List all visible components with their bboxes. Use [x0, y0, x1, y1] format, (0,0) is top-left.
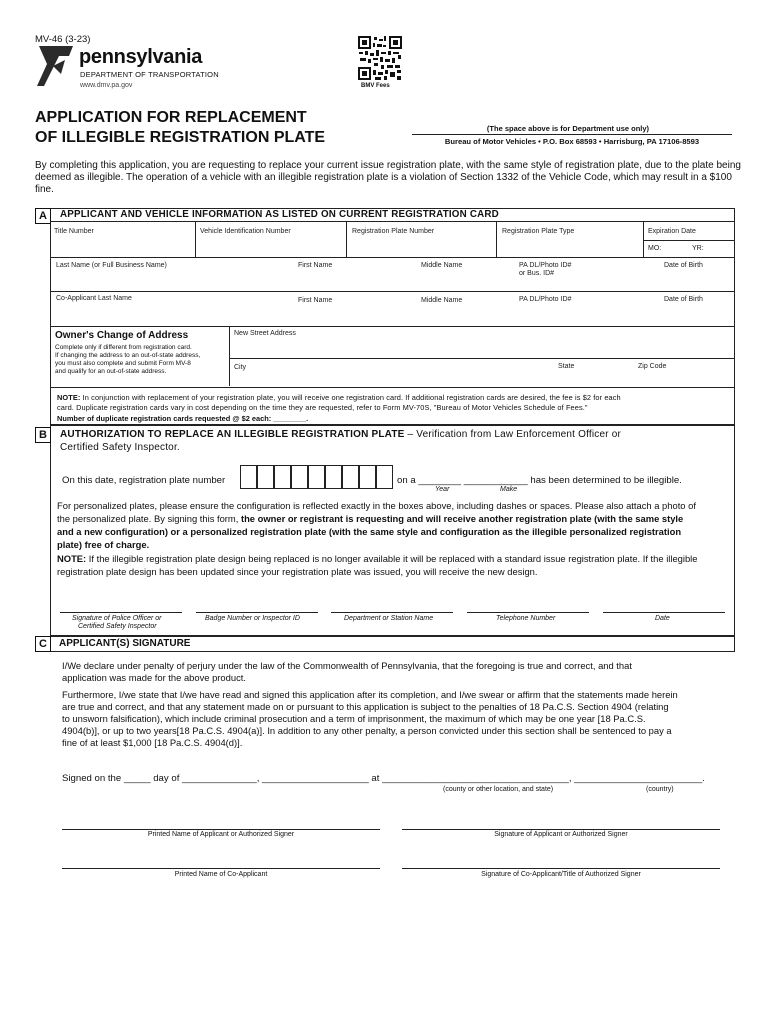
personalized-line-4: plate) free of charge.	[57, 539, 150, 550]
form-number: MV-46 (3-23)	[35, 34, 91, 45]
row2-bottom-rule	[50, 291, 735, 292]
station-label: Department or Station Name	[344, 615, 434, 622]
printed-co-label: Printed Name of Co-Applicant	[174, 871, 268, 878]
row1-divider-3	[496, 222, 497, 258]
plate-char-box[interactable]	[274, 465, 291, 489]
plate-char-box[interactable]	[376, 465, 393, 489]
personalized-line-2b: the owner or registrant is requesting and will receive another registration plate (with the same style	[240, 513, 684, 524]
row1-bottom-rule	[50, 257, 735, 258]
co-first-name-label: First Name	[298, 297, 333, 304]
section-b-note-text-1: If the illegible registration plate design being replaced is no longer available it will be replaced with a standard issue registration plate. If the illegible	[86, 553, 698, 564]
country-label: (country)	[646, 786, 674, 793]
qr-caption: BMV Fees	[361, 83, 390, 89]
plate-char-box[interactable]	[325, 465, 342, 489]
printed-applicant-label: Printed Name of Applicant or Authorized Signer	[147, 831, 295, 838]
officer-signature-label-1: Signature of Police Officer or	[72, 615, 162, 622]
agency-dept: DEPARTMENT OF TRANSPORTATION	[80, 70, 219, 79]
section-a-title: APPLICANT AND VEHICLE INFORMATION AS LISTED ON CURRENT REGISTRATION CARD	[60, 209, 499, 220]
address-divider-v	[229, 326, 230, 386]
section-b-note-1	[57, 553, 697, 565]
expiration-yr-label[interactable]: YR:	[692, 245, 704, 252]
section-b-subtitle: – Verification from Law Enforcement Officer or	[404, 429, 622, 440]
row3-bottom-rule	[50, 326, 735, 327]
section-a-note-2: card. Duplicate registration cards vary in cost depending on the time they are requested, refer to Form MV-70S, "Bureau of Motor Vehicles Schedule of Fees."	[57, 403, 588, 412]
personalized-line-2a: the personalized plate. By signing this form,	[57, 513, 241, 524]
further-line-3: to unsworn falsification), which include criminal prosecution and a term of imprisonment, the maximum of which may be one year [18 Pa.C.S.	[62, 713, 646, 724]
printed-applicant-line[interactable]	[62, 829, 380, 830]
declare-line-2: application was made for the above product.	[62, 672, 246, 683]
section-a-note-1	[57, 393, 621, 402]
co-applicant-name-field[interactable]	[52, 306, 732, 324]
city-label: City	[234, 364, 247, 371]
plate-number-label: Registration Plate Number	[352, 228, 435, 235]
year-label: Year	[435, 486, 450, 493]
plate-number-field[interactable]	[350, 238, 492, 256]
officer-signature-line[interactable]	[60, 612, 182, 613]
badge-line[interactable]	[196, 612, 318, 613]
further-line-5: fine of at least $1,000 [18 Pa.C.S. 4904(d)].	[62, 737, 243, 748]
declare-line-1: I/We declare under penalty of perjury under the law of the Commonwealth of Pennsylvania, that the foregoing is true and correct, and that	[62, 660, 632, 671]
sig-co-label: Signature of Co-Applicant/Title of Authorized Signer	[481, 871, 641, 878]
co-dob-label: Date of Birth	[664, 296, 703, 303]
note-label: NOTE:	[57, 393, 81, 402]
signed-on-line[interactable]: Signed on the _____ day of ______________, ____________________ at ___________________________________, ________________________.	[62, 773, 705, 784]
section-c-letter: C	[35, 636, 51, 652]
change-address-heading: Owner's Change of Address	[55, 330, 189, 341]
street-field[interactable]	[233, 340, 733, 356]
first-name-label: First Name	[298, 262, 333, 269]
note-text-1: In conjunction with replacement of your registration plate, you will receive one registration card. If additional registration cards are desired, the fee is $2 for each	[80, 393, 621, 402]
middle-name-label: Middle Name	[421, 262, 463, 269]
dept-use-note: (The space above is for Department use only)	[486, 124, 650, 133]
qr-code-icon	[357, 35, 403, 81]
last-name-label: Last Name (or Full Business Name)	[56, 262, 167, 269]
plate-type-label: Registration Plate Type	[502, 228, 575, 235]
dept-use-address: Bureau of Motor Vehicles • P.O. Box 68593 • Harrisburg, PA 17106-8593	[444, 137, 700, 146]
state-label: State	[558, 363, 575, 370]
section-b-title	[60, 428, 621, 441]
plate-char-box[interactable]	[308, 465, 325, 489]
duplicate-cards-label[interactable]: Number of duplicate registration cards requested @ $2 each: ________.	[57, 414, 309, 423]
personalized-line-3: and a new configuration) or a personalized registration plate (with the same style and configuration as the illegible personalized registration	[57, 526, 682, 537]
pa-keystone-logo-icon	[35, 44, 77, 88]
plate-char-box[interactable]	[240, 465, 257, 489]
city-state-zip-field[interactable]	[233, 373, 733, 385]
station-line[interactable]	[331, 612, 453, 613]
county-label: (county or other location, and state)	[443, 786, 554, 793]
dl-id-label: PA DL/Photo ID#	[519, 262, 572, 269]
street-label: New Street Address	[234, 330, 296, 337]
title-line-2: OF ILLEGIBLE REGISTRATION PLATE	[35, 129, 326, 146]
plate-type-field[interactable]	[500, 238, 640, 256]
further-line-1: Furthermore, I/we state that I/we have read and signed this application after its completion, and I/we swear or affirm that the statements made herein	[62, 689, 678, 700]
plate-char-box[interactable]	[257, 465, 274, 489]
further-line-2: are true and correct, and that any statement made on or pursuant to this application is subject to the penalties of 18 Pa.C.S. Section 4904 (relating	[62, 701, 669, 712]
vin-label: Vehicle Identification Number	[200, 228, 291, 235]
section-b-letter: B	[35, 427, 51, 443]
dob-label: Date of Birth	[664, 262, 703, 269]
plate-char-box[interactable]	[291, 465, 308, 489]
plate-number-prefix: On this date, registration plate number	[62, 475, 226, 486]
applicant-name-field[interactable]	[52, 278, 732, 290]
badge-label: Badge Number or Inspector ID	[205, 615, 300, 622]
agency-name: pennsylvania	[79, 46, 203, 68]
dept-use-rule	[412, 134, 732, 135]
plate-char-box[interactable]	[359, 465, 376, 489]
address-mid-rule	[229, 358, 735, 359]
phone-label: Telephone Number	[496, 615, 556, 622]
change-address-note-2: If changing the address to an out-of-state address,	[55, 352, 201, 359]
make-label: Make	[500, 486, 518, 493]
expiration-label: Expiration Date	[648, 228, 696, 235]
sig-applicant-label: Signature of Applicant or Authorized Signer	[494, 831, 628, 838]
personalized-line-1: For personalized plates, please ensure the configuration is reflected exactly in the boxes above, including dashes or spaces. Please also attach a photo of	[57, 500, 696, 511]
section-c-title: APPLICANT(S) SIGNATURE	[59, 638, 191, 649]
title-number-field[interactable]	[52, 238, 192, 256]
printed-co-line[interactable]	[62, 868, 380, 869]
further-line-4: 4904(b)], or up to two years[18 Pa.C.S. 4904(a)]. In addition to any other penalty, a person convicted under this section shall be sentenced to pay a	[62, 725, 672, 736]
section-b-title-bold: AUTHORIZATION TO REPLACE AN ILLEGIBLE REGISTRATION PLATE	[60, 429, 405, 440]
plate-number-boxes[interactable]	[240, 465, 393, 489]
bus-id-label: or Bus. ID#	[519, 270, 555, 277]
title-number-label: Title Number	[54, 228, 94, 235]
sig-co-line[interactable]	[402, 868, 720, 869]
zip-label: Zip Code	[638, 363, 667, 370]
phone-line[interactable]	[467, 612, 589, 613]
co-middle-name-label: Middle Name	[421, 297, 463, 304]
sig-applicant-line[interactable]	[402, 829, 720, 830]
row1-divider-1	[195, 222, 196, 258]
vin-field[interactable]	[198, 238, 343, 256]
intro-paragraph: By completing this application, you are requesting to replace your current issue registration plate, with the same style of registration plate, due to the plate being deemed as illegible. The operation of a vehicle with an illegible registration plate is a violation of Section 1332 of the Vehicle Code, which may result in a $100 fine.	[35, 160, 741, 195]
section-a-letter: A	[35, 208, 51, 224]
section-b-note-2: registration plate design has been updated since your registration plate was issued, you will receive the new design.	[57, 566, 538, 577]
title-line-1: APPLICATION FOR REPLACEMENT	[35, 109, 307, 126]
plate-year-make-line[interactable]: on a ________ ____________ has been determined to be illegible.	[397, 475, 682, 486]
expiration-rule	[643, 240, 735, 241]
change-address-note-4: and qualify for an out-of-state address.	[55, 368, 167, 375]
plate-char-box[interactable]	[342, 465, 359, 489]
change-address-note-3: you must also complete and submit Form MV-8	[55, 360, 191, 367]
change-address-note-1: Complete only if different from registration card.	[55, 344, 192, 351]
section-b-subtitle-2: Certified Safety Inspector.	[60, 442, 180, 453]
officer-signature-label-2: Certified Safety Inspector	[78, 623, 157, 630]
row1-divider-2	[346, 222, 347, 258]
date-line[interactable]	[603, 612, 725, 613]
co-last-name-label: Co-Applicant Last Name	[56, 295, 132, 302]
section-b-note-label: NOTE:	[57, 553, 87, 564]
agency-url: www.dmv.pa.gov	[80, 82, 133, 89]
section-a-title-rule	[50, 221, 735, 222]
co-dl-id-label: PA DL/Photo ID#	[519, 296, 572, 303]
personalized-line-2	[57, 513, 683, 525]
date-label: Date	[655, 615, 670, 622]
address-bottom-rule	[50, 387, 735, 388]
expiration-mo-label[interactable]: MO:	[648, 245, 662, 252]
